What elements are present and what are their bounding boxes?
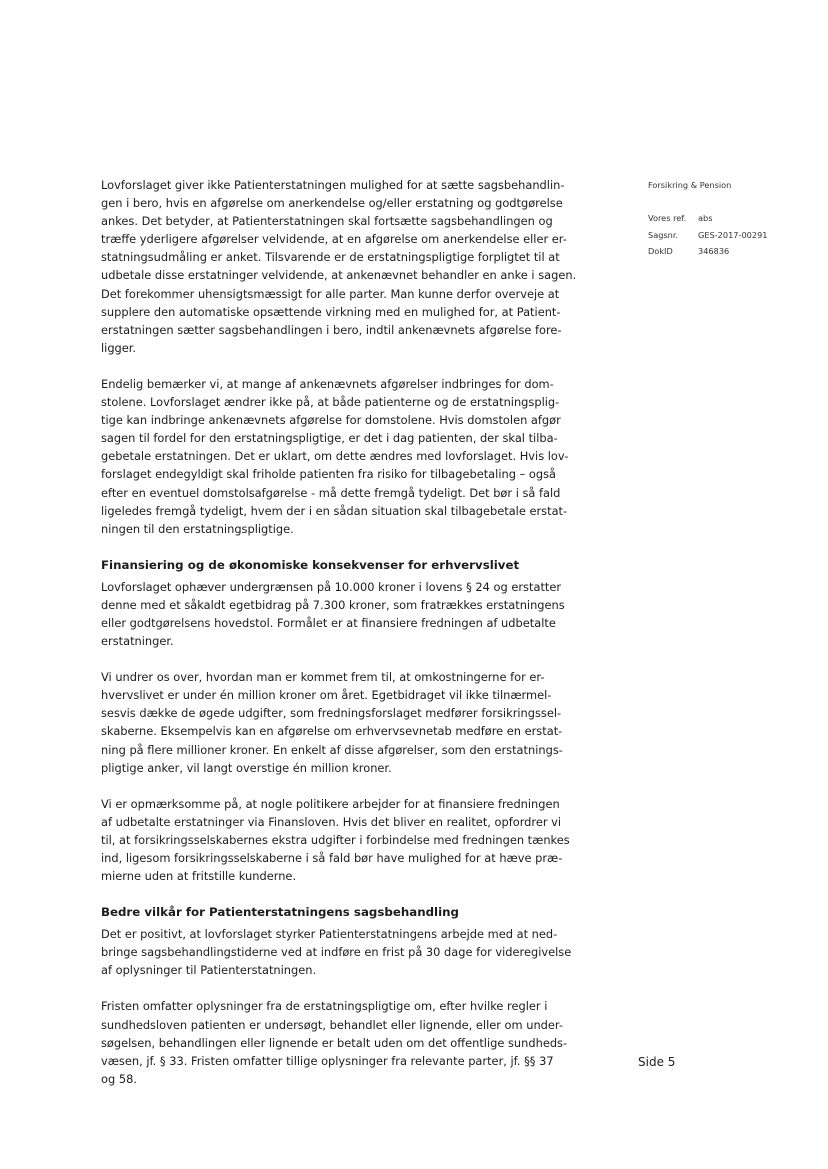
case-number-label: Sagsnr. (648, 229, 679, 240)
ref-row (648, 210, 818, 227)
doc-id-row (648, 243, 818, 260)
paragraph-costs: Vi undrer os over, hvordan man er kommet frem til, at omkostningerne for er- hvervslivet er under én million kroner om året. Egetbidraget vil ikke tilnærmel- sesvis dække de øgede udgifter, som fredningsforslaget medfører forsikringssel- skaberne. Eksempelvis kan en afgørelse om erhvervsevnetab medføre en erstat- ning på flere millioner kroner. En enkelt af disse afgørelser, som den erstatnings- pligtige anker, vil langt overstige én million kroner. (101, 670, 563, 775)
page-number: Side 5 (638, 1055, 676, 1069)
case-number-value: GES-2017-00291 (698, 229, 768, 240)
heading-financing: Finansiering og de økonomiske konsekvenser for erhvervslivet (101, 557, 520, 572)
heading-better-conditions: Bedre vilkår for Patienterstatningens sagsbehandling (101, 905, 459, 920)
paragraph-deadline: Det er positivt, at lovforslaget styrker Patienterstatningens arbejde med at ned- bringe sagsbehandlingstiderne ved at indføre en frist på 30 dage for videregivelse af oplysninger til Patienterstatningen. (101, 927, 572, 978)
doc-id-value: 346836 (698, 246, 730, 256)
letter-body (101, 176, 597, 1106)
ref-value: abs (698, 213, 713, 223)
paragraph-own-contribution: Lovforslaget ophæver undergrænsen på 10.000 kroner i lovens § 24 og erstatter denne med et såkaldt egetbidrag på 7.300 kroner, som fratrækkes erstatningens eller godtgørelsens hovedstol. Formålet er at finansiere fredningen af udbetalte erstatninger. (101, 579, 565, 649)
ref-label: Vores ref. (648, 213, 687, 223)
paragraph-finance-act: Vi er opmærksomme på, at nogle politikere arbejder for at finansiere fredningen af udbetalte erstatninger via Finansloven. Hvis det bliver en realitet, opfordrer vi til, at forsikringsselskabernes ekstra udgifter i forbindelse med fredningen tænkes ind, ligesom forsikringsselskaberne i så fald bør have mulighed for at hæve præ- mierne uden at fritstille kunderne. (101, 796, 570, 884)
case-number-row (648, 227, 818, 244)
paragraph-court-repayment: Endelig bemærker vi, at mange af ankenævnets afgørelser indbringes for dom- stolene. Lovforslaget ændrer ikke på, at både patienterne og de erstatningsplig- tige kan indbringe ankenævnets afgørelse for domstolene. Hvis domstolen afgør sagen til fordel for den erstatningspligtige, er det i dag patienten, der skal tilba- gebetale erstatningen. Det er uklart, om dette ændres med lovforslaget. Hvis lov- forslaget endegyldigt skal friholde patienten fra risiko for tilbagebetaling – også efter en eventuel domstolsafgørelse - må dette fremgå tydeligt. Det bør i så fald ligeledes fremgå tydeligt, hvem der i en sådan situation skal tilbagebetale erstat- ningen til den erstatningspligtige. (101, 376, 569, 536)
doc-id-label: DokID (648, 246, 673, 256)
reference-sidebar (648, 180, 818, 260)
paragraph-deadline-scope: Fristen omfatter oplysninger fra de erstatningspligtige om, efter hvilke regler i sundhedsloven patienten er undersøgt, behandlet eller lignende, eller om under- søgelsen, behandlingen eller lignende er betalt uden om det offentlige sundheds- væsen, jf. § 33. Fristen omfatter tillige oplysninger fra relevante parter, jf. §§ 37 og 58. (101, 999, 568, 1086)
paragraph-appeal-suspension: Lovforslaget giver ikke Patienterstatningen mulighed for at sætte sagsbehandlin- gen i bero, hvis en afgørelse om anerkendelse og/eller erstatning og godtgørelse ankes. Det betyder, at Patienterstatningen skal fortsætte sagsbehandlingen og træffe yderligere afgørelser velvidende, at en afgørelse om anerkendelse eller er- statningsudmåling er anket. Tilsvarende er de erstatningspligtige forpligtet til at udbetale disse erstatninger velvidende, at ankenævnet behandler en anke i sagen. Det forekommer uhensigtsmæssigt for alle parter. Man kunne derfor overveje at supplere den automatiske opsættende virkning med en mulighed for, at Patient- erstatningen sætter sagsbehandlingen i bero, indtil ankenævnets afgørelse fore- ligger. (101, 178, 577, 355)
organization-name: Forsikring & Pension (648, 180, 732, 190)
